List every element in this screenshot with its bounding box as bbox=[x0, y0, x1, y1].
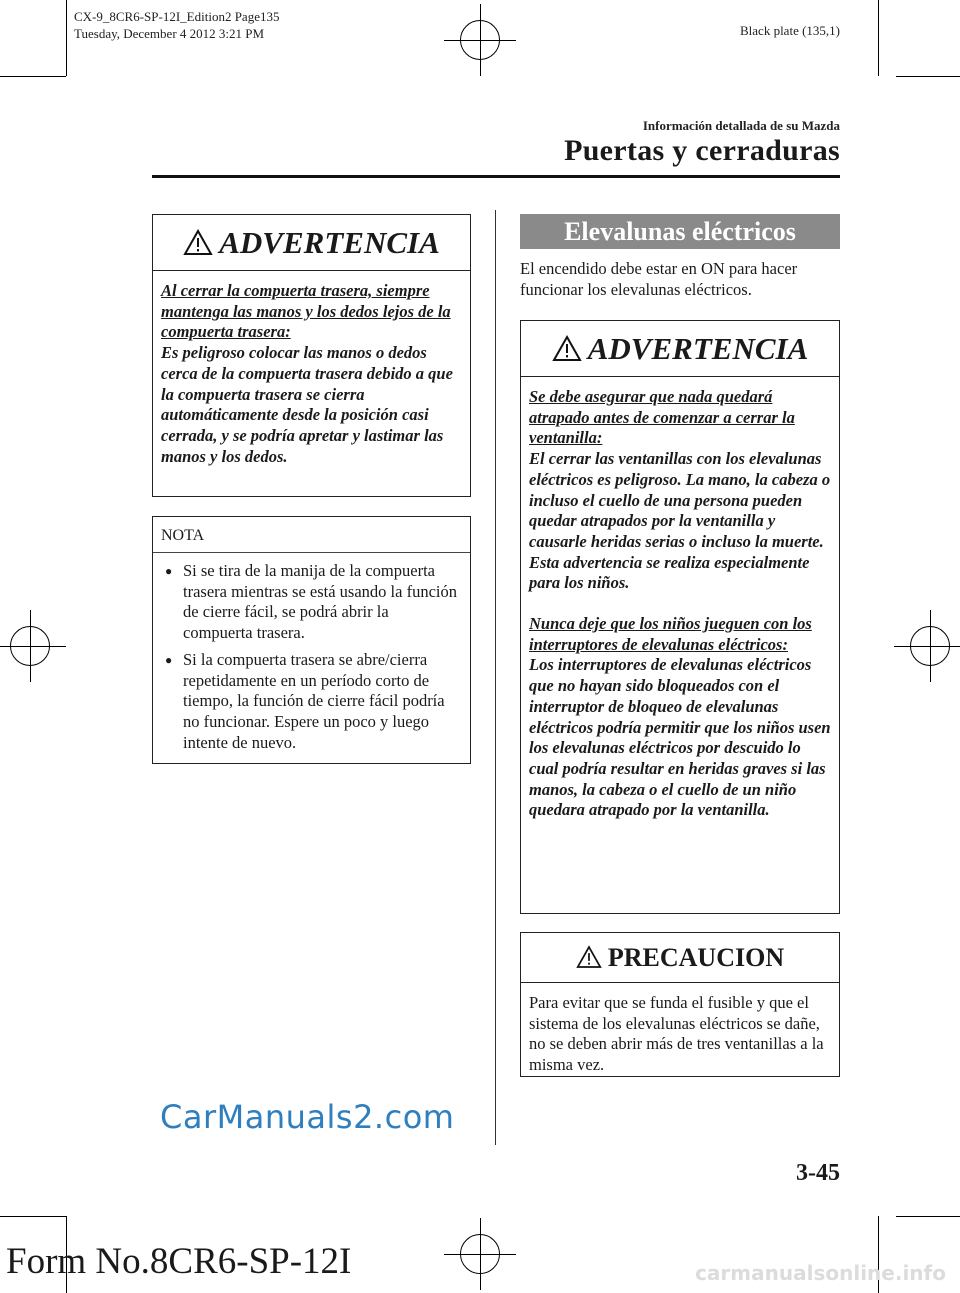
warning-lead: Al cerrar la compuerta trasera, siempre mantenga las manos y los dedos lejos de la compuerta trasera: bbox=[161, 281, 451, 342]
crop-mark bbox=[896, 1216, 960, 1217]
warning-title: ADVERTENCIA bbox=[587, 331, 809, 366]
registration-mark-top bbox=[444, 4, 516, 76]
crop-mark bbox=[0, 1216, 66, 1217]
section-header: Información detallada de su Mazda bbox=[642, 118, 840, 133]
warning-body bbox=[521, 377, 839, 831]
warning-triangle-icon bbox=[576, 945, 602, 969]
warning-text-2: Los interruptores de elevalunas eléctricos que no hayan sido bloqueados con el interruptor de bloqueo de elevalunas eléctricos podría permitir que los niños usen los elevalunas eléctricos por descuido lo cual podría resultar en heridas graves si las manos, la cabeza o el cuello de un niño quedara atrapado por la ventanilla. bbox=[529, 655, 831, 820]
crop-mark bbox=[66, 0, 67, 76]
bullet-icon: ● bbox=[165, 564, 173, 578]
note-body bbox=[153, 553, 470, 767]
column-divider bbox=[495, 210, 496, 1145]
form-number: Form No.8CR6-SP-12I bbox=[6, 1241, 352, 1282]
registration-mark-right bbox=[894, 610, 960, 682]
page-number: 3-45 bbox=[796, 1160, 840, 1186]
warning-text-1: El cerrar las ventanillas con los elevalunas eléctricos es peligroso. La mano, la cabeza o incluso el cuello de una persona pueden quedar atrapados por la ventanilla y causarle heridas serias o incluso la muerte. Esta advertencia se realiza especialmente para los niños. bbox=[529, 449, 831, 593]
caution-body: Para evitar que se funda el fusible y que el sistema de los elevalunas eléctricos se dañe, no se deben abrir más de tres ventanillas a la misma vez. bbox=[529, 993, 824, 1075]
crop-mark bbox=[878, 0, 879, 76]
warning-header bbox=[521, 321, 839, 377]
warning-triangle-icon bbox=[552, 335, 582, 362]
warning-header bbox=[153, 215, 470, 271]
caution-box bbox=[520, 932, 840, 1077]
caution-header bbox=[521, 933, 839, 983]
bullet-icon: ● bbox=[165, 652, 173, 667]
warning-box-tailgate bbox=[152, 214, 471, 497]
warning-text: Es peligroso colocar las manos o dedos cerca de la compuerta trasera debido a que la compuerta trasera se cierra automáticamente desde la posición casi cerrada, y se podría apretar y lastimar las manos y los dedos. bbox=[161, 343, 453, 466]
source-watermark: carmanualsonline.info bbox=[695, 1261, 946, 1285]
print-job-info bbox=[74, 8, 279, 42]
warning-title: ADVERTENCIA bbox=[219, 225, 440, 260]
warning-triangle-icon bbox=[183, 229, 213, 256]
note-title: NOTA bbox=[153, 517, 470, 553]
warning-lead-1: Se debe asegurar que nada quedará atrapado antes de comenzar a cerrar la ventanilla: bbox=[529, 387, 795, 448]
plate-label: Black plate (135,1) bbox=[740, 23, 840, 38]
print-file-line: CX-9_8CR6-SP-12I_Edition2 Page135 bbox=[74, 9, 280, 24]
caution-title: PRECAUCION bbox=[607, 943, 785, 972]
note-item: ● Si se tira de la manija de la compuerta trasera mientras se está usando la función de cierre fácil, se podrá abrir la compuerta trasera. bbox=[165, 561, 457, 643]
note-item: ● Si la compuerta trasera se abre/cierra repetidamente en un período corto de tiempo, la función de cierre fácil podría no funcionar. Espere un poco y luego intente de nuevo. bbox=[165, 649, 445, 752]
chapter-title: Puertas y cerraduras bbox=[564, 134, 840, 167]
intro-paragraph: El encendido debe estar en ON para hacer funcionar los elevalunas eléctricos. bbox=[520, 259, 798, 299]
section-title-bar: Elevalunas eléctricos bbox=[520, 214, 840, 249]
crop-mark bbox=[896, 76, 960, 77]
header-rule bbox=[152, 175, 840, 178]
note-box bbox=[152, 516, 471, 764]
warning-body bbox=[153, 271, 470, 477]
watermark-logo: CarManuals2.com bbox=[160, 1098, 455, 1136]
print-date-line: Tuesday, December 4 2012 3:21 PM bbox=[74, 26, 265, 41]
registration-mark-left bbox=[0, 610, 66, 682]
registration-mark-bottom bbox=[444, 1218, 516, 1290]
crop-mark bbox=[0, 76, 66, 77]
warning-box-windows bbox=[520, 320, 840, 914]
warning-lead-2: Nunca deje que los niños jueguen con los interruptores de elevalunas eléctricos: bbox=[529, 614, 812, 654]
